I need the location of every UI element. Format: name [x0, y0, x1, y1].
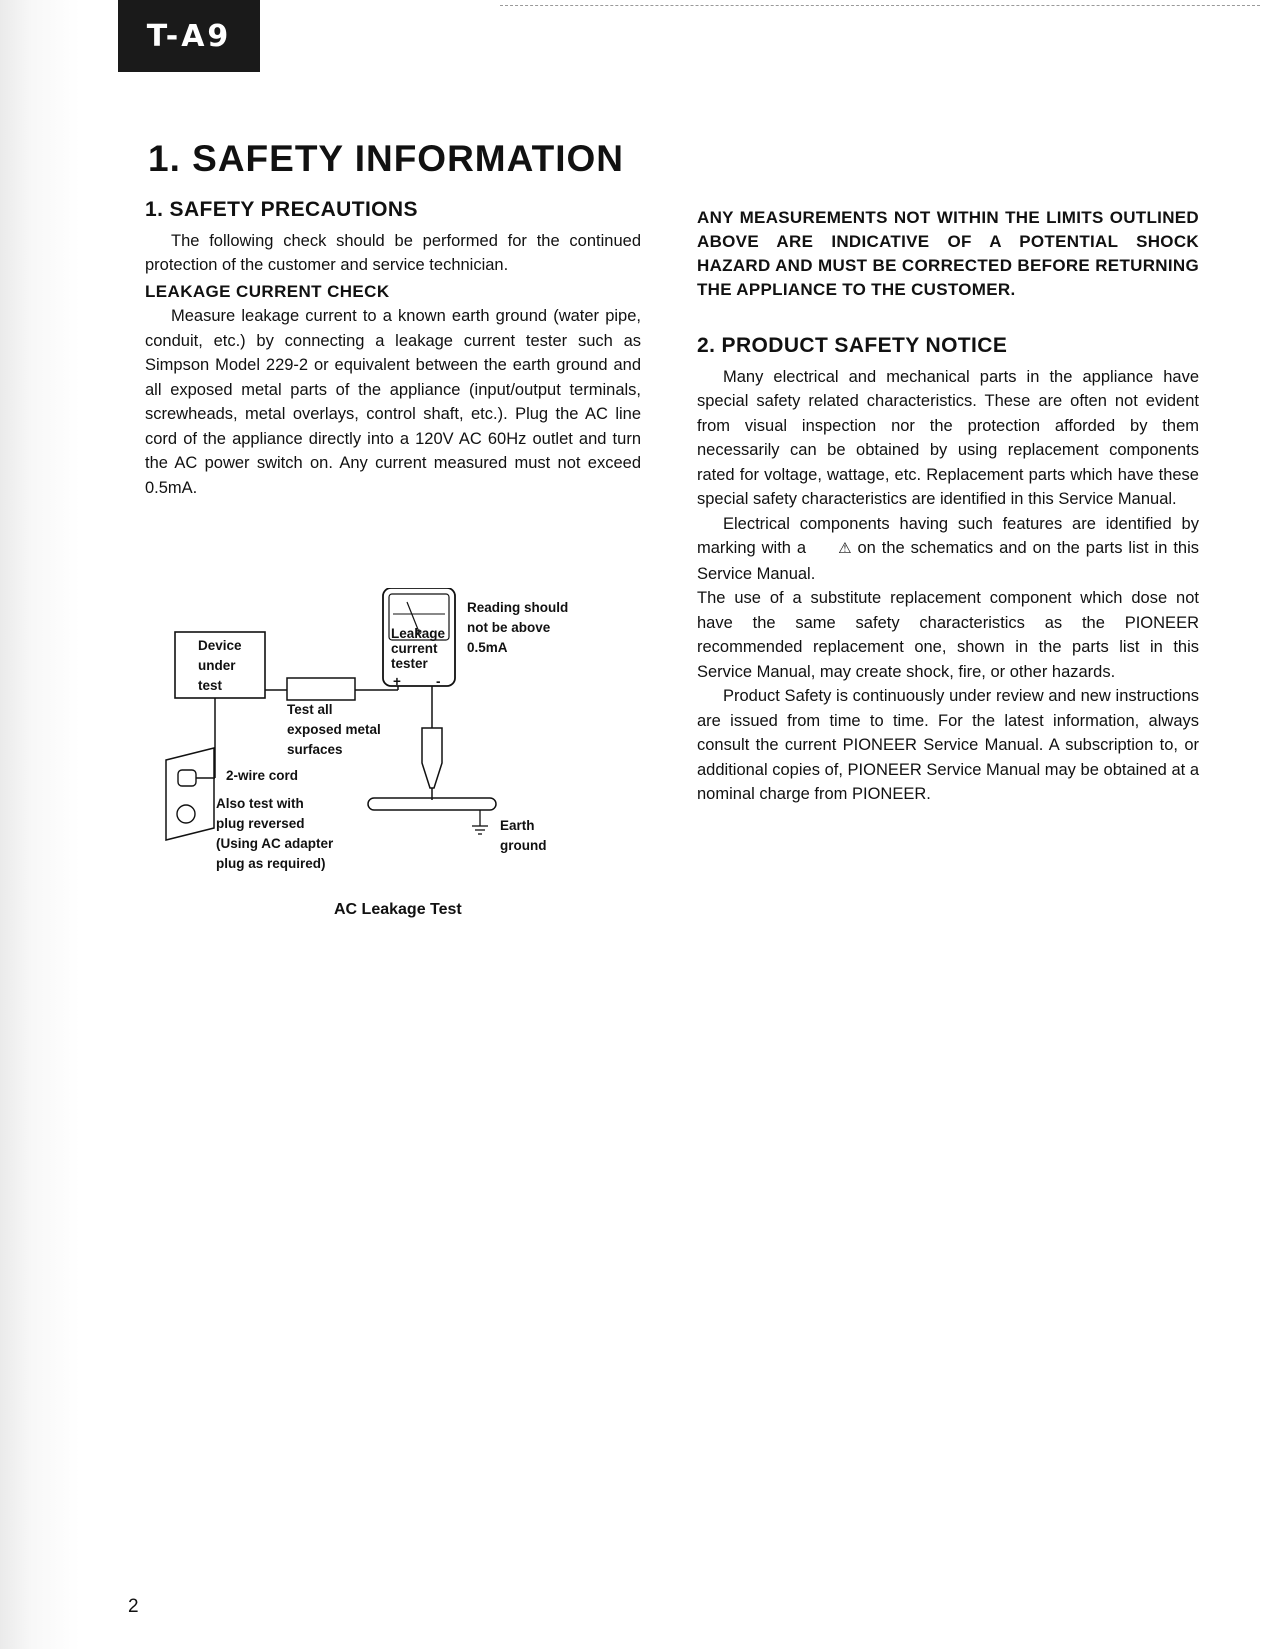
plug-head [178, 770, 196, 786]
scan-edge-shading [0, 0, 80, 1649]
meter-minus-label: - [436, 674, 441, 689]
section-title-product-safety-notice: 2. PRODUCT SAFETY NOTICE [697, 334, 1008, 357]
right-column [697, 206, 1199, 807]
meter-label-2: current [391, 641, 438, 656]
test-probe [287, 678, 355, 700]
also-label-3: (Using AC adapter [216, 836, 334, 851]
safety-warning-triangle-icon: ⚠ [838, 540, 852, 557]
meter-label-1: Leakage [391, 626, 446, 641]
intro-paragraph: The following check should be performed for the continued protection of the customer and service technician. [145, 231, 641, 274]
left-column [145, 198, 641, 500]
test-all-label-1: Test all [287, 702, 333, 717]
also-label-4: plug as required) [216, 856, 326, 871]
wall-outlet [166, 748, 214, 840]
safety-paragraph-2 [697, 512, 1199, 587]
section-title-safety-precautions: 1. SAFETY PRECAUTIONS [145, 198, 418, 221]
device-label-3: test [198, 678, 223, 693]
outlet-socket [177, 805, 195, 823]
meter-label-3: tester [391, 656, 428, 671]
top-rule [500, 5, 1260, 6]
model-label: T-A9 [146, 18, 232, 54]
reading-label-1: Reading should [467, 600, 569, 615]
ground-clip [422, 728, 442, 788]
reading-label-3: 0.5mA [467, 640, 508, 655]
safety-paragraph-2-text-b: on the schematics and on the parts list in this Service Manual. [697, 539, 1199, 583]
test-all-label-3: surfaces [287, 742, 343, 757]
diagram-caption: AC Leakage Test [334, 901, 462, 918]
also-label-2: plug reversed [216, 816, 305, 831]
earth-label-2: ground [500, 838, 547, 853]
device-label-1: Device [198, 638, 242, 653]
cord-label: 2-wire cord [226, 768, 299, 783]
page-title: 1. SAFETY INFORMATION [148, 138, 624, 179]
device-label-2: under [198, 658, 236, 673]
hazard-warning: ANY MEASUREMENTS NOT WITHIN THE LIMITS OUTLINED ABOVE ARE INDICATIVE OF A POTENTIAL SHOCK HAZARD AND MUST BE CORRECTED BEFORE RETURNING THE APPLIANCE TO THE CUSTOMER. [697, 208, 1199, 299]
page-number: 2 [128, 1596, 139, 1617]
leakage-check-paragraph: Measure leakage current to a known earth ground (water pipe, conduit, etc.) by connecting a leakage current tester such as Simpson Model 229-2 or equivalent between the earth ground and all exposed metal parts of the appliance (input/output terminals, screwheads, metal overlays, control shaft, etc.). Plug the AC line cord of the appliance directly into a 120V AC 60Hz outlet and turn the AC power switch on. Any current measured must not exceed 0.5mA. [145, 307, 641, 497]
safety-paragraph-2-text-a: Electrical components having such features are identified by marking with a [697, 514, 1199, 557]
model-tab [118, 0, 260, 72]
earth-label-1: Earth [500, 818, 535, 833]
safety-paragraph-1: Many electrical and mechanical parts in the appliance have special safety related characteristics. These are often not evident from visual inspection nor the protection afforded by them necessarily can be obtained by using replacement components rated for voltage, wattage, etc. Replacement parts which have these special safety characteristics are identified in this Service Manual. [697, 367, 1199, 508]
ac-leakage-test-diagram [160, 588, 630, 978]
also-label-1: Also test with [216, 796, 304, 811]
meter-plus-label: + [393, 674, 401, 689]
safety-paragraph-3: The use of a substitute replacement component which dose not have the same safety characteristics as the PIONEER recommended replacement one, shown in the parts list in this Service Manual, may create shock, fire, or other hazards. [697, 589, 1199, 681]
reading-label-2: not be above [467, 620, 551, 635]
safety-paragraph-4: Product Safety is continuously under review and new instructions are issued from time to time. For the latest information, always consult the current PIONEER Service Manual. A subscription to, or additional copies of, PIONEER Service Manual may be obtained at a nominal charge from PIONEER. [697, 687, 1199, 803]
subheading-leakage-current-check: LEAKAGE CURRENT CHECK [145, 281, 390, 301]
test-all-label-2: exposed metal [287, 722, 381, 737]
